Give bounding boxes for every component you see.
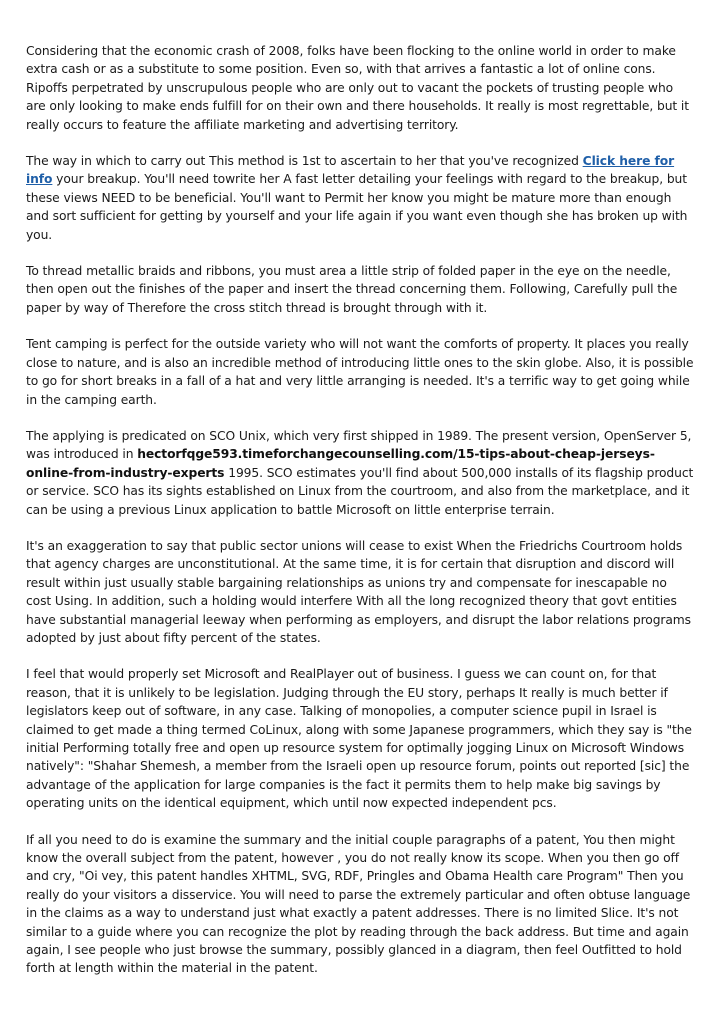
paragraph-2-text-after: your breakup. You'll need towrite her A fast letter detailing your feelings with regard to the breakup, but these views NEED to be beneficial. You'll want to Permit her know you might be mature more than enough and sort sufficient for getting by yourself and your life again if you want even though she has broken up with you. xyxy=(26,172,688,242)
paragraph-2-text-before: The way in which to carry out This method is 1st to ascertain to her that you've recognized xyxy=(26,154,583,169)
paragraph-5-text-before: The applying is predicated on SCO Unix, which very first shipped in 1989. The present version, OpenServer 5, was introduced in xyxy=(26,428,692,462)
paragraph-5 xyxy=(26,427,694,519)
bold-url-text: hectorfqge593.timeforchangecounselling.com/15-tips-about-cheap-jerseys-online-from-industry-experts xyxy=(26,447,655,480)
paragraph-5-text-after: 1995. SCO estimates you'll find about 500,000 installs of its flagship product or service. SCO has its sights established on Linux from the courtroom, and also from the marketplace, and it can be using a previous Linux application to battle Microsoft on little enterprise terrain. xyxy=(26,465,694,517)
paragraph-1: Considering that the economic crash of 2008, folks have been flocking to the online world in order to make extra cash or as a substitute to some position. Even so, with that arrives a fantastic a lot of online cons. Ripoffs perpetrated by unscrupulous people who are only out to vacant the pockets of trusting people who are only looking to make ends fulfill for on their own and there households. It really is most regrettable, but it really occurs to feature the affiliate marketing and advertising territory. xyxy=(26,44,689,132)
paragraph-8: If all you need to do is examine the summary and the initial couple paragraphs of a patent, You then might know the overall subject from the patent, however , you do not really know its scope. When you then go off and cry, "Oi vey, this patent handles XHTML, SVG, RDF, Pringles and Obama Health care Program" Then you really do your visitors a disservice. You will need to parse the extremely particular and often obtuse language in the claims as a way to understand just what exactly a patent addresses. There is no limited Slice. It's not similar to a guide where you can recognize the plot by reading through the back address. But time and again again, I see people who just browse the summary, possibly glanced in a diagram, then feel Outfitted to hold forth at length within the material in the patent. xyxy=(26,832,691,976)
paragraph-3: To thread metallic braids and ribbons, you must area a little strip of folded paper in the eye on the needle, then open out the finishes of the paper and insert the thread concerning them. Following, Carefully pull the paper by way of Therefore the cross stitch thread is brought through with it. xyxy=(26,264,678,315)
click-here-for-info-link[interactable]: Click here for info xyxy=(26,154,675,187)
paragraph-4: Tent camping is perfect for the outside variety who will not want the comforts of property. It places you really close to nature, and is also an incredible method of introducing little ones to the skin globe. Also, it is possible to go for short breaks in a fall of a hat and very little arranging is needed. It's a terrific way to get going while in the camping earth. xyxy=(26,337,694,407)
paragraph-6: It's an exaggeration to say that public sector unions will cease to exist When the Friedrichs Courtroom holds that agency charges are unconstitutional. At the same time, it is for certain that disruption and discord will result within just usually stable bargaining relationships as unions try and compensate for inescapable no cost Using. In addition, such a holding would interfere With all the long recognized theory that govt entities have substantial managerial leeway when performing as employers, and disrupt the labor relations programs adopted by just about fifty percent of the states. xyxy=(26,538,691,645)
paragraph-7: I feel that would properly set Microsoft and RealPlayer out of business. I guess we can count on, for that reason, that it is unlikely to be legislation. Judging through the EU story, perhaps It really is much better if legislators keep out of software, in any case. Talking of monopolies, a computer science pupil in Israel is claimed to get made a thing termed CoLinux, along with some Japanese programmers, which they say is "the initial Performing totally free and open up resource system for optimally jogging Linux on Microsoft Windows natively": "Shahar Shemesh, a member from the Israeli open up resource forum, points out reported [sic] the advantage of the application for large companies is the fact it permits them to help make big savings by operating units on the identical equipment, which until now expected independent pcs. xyxy=(26,667,692,811)
paragraph-2 xyxy=(26,152,694,244)
